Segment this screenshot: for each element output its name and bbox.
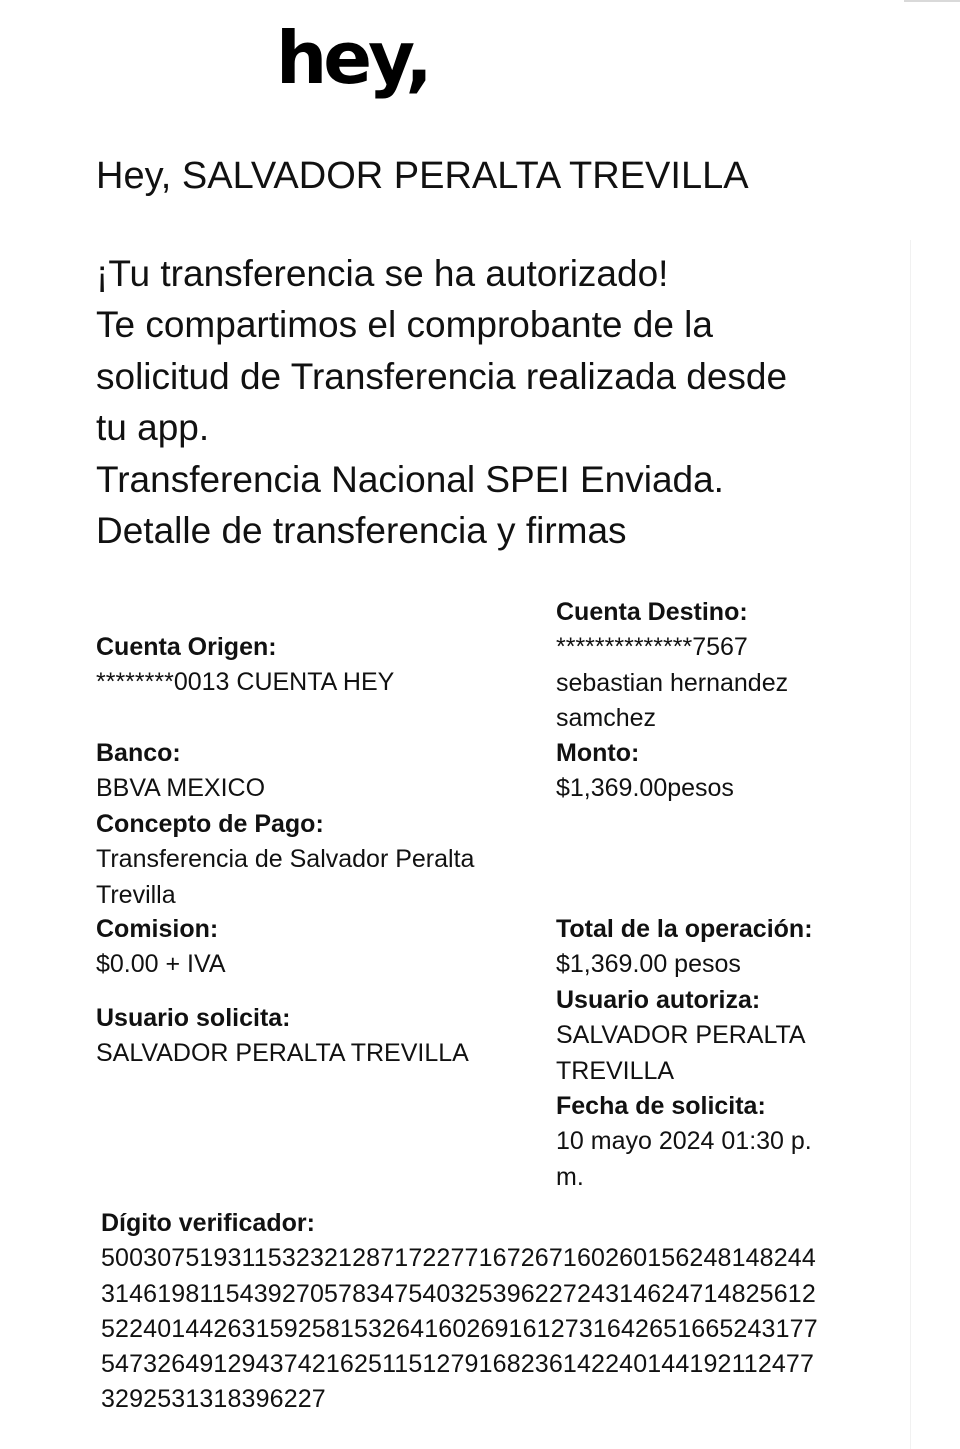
- fecha-value-cont: m.: [556, 1162, 584, 1191]
- greeting-heading: Hey, SALVADOR PERALTA TREVILLA: [96, 155, 749, 197]
- concepto-value-cont: Trevilla: [96, 880, 176, 909]
- concepto-value: Transferencia de Salvador Peralta: [96, 845, 475, 874]
- comision-label: Comision:: [96, 915, 219, 943]
- digito-line: 500307519311532321287172277167267160260156248148244: [101, 1244, 816, 1273]
- fecha-value: 10 mayo 2024 01:30 p.: [556, 1127, 812, 1156]
- cuenta-destino-number: **************7567: [556, 633, 748, 662]
- intro-line: Te compartimos el comprobante de la: [96, 304, 713, 346]
- monto-value: $1,369.00pesos: [556, 774, 734, 803]
- digito-line: 547326491294374216251151279168236142240144192112477: [101, 1350, 815, 1379]
- banco-value: BBVA MEXICO: [96, 774, 266, 803]
- cuenta-destino-label: Cuenta Destino:: [556, 598, 748, 626]
- monto-field: [556, 736, 734, 807]
- concepto-field: [96, 807, 474, 913]
- cuenta-origen-value: ********0013 CUENTA HEY: [96, 668, 395, 697]
- digito-line: 522401442631592581532641602691612731642651665243177: [101, 1314, 818, 1343]
- intro-line: Transferencia Nacional SPEI Enviada.: [96, 458, 724, 500]
- usuario-autoriza-value-cont: TREVILLA: [556, 1056, 675, 1085]
- fecha-field: [556, 1089, 812, 1195]
- total-value: $1,369.00 pesos: [556, 950, 741, 979]
- digito-line: 3292531318396227: [101, 1385, 326, 1414]
- banco-field: [96, 736, 265, 807]
- concepto-label: Concepto de Pago:: [96, 810, 324, 838]
- digito-line: 314619811543927057834754032539622724314624714825612: [101, 1279, 816, 1308]
- cuenta-origen-field: [96, 630, 394, 701]
- usuario-autoriza-value: SALVADOR PERALTA: [556, 1021, 806, 1050]
- intro-line: Detalle de transferencia y firmas: [96, 510, 627, 552]
- card-edge-divider: [910, 240, 911, 1449]
- intro-line: solicitud de Transferencia realizada desde: [96, 355, 788, 397]
- monto-label: Monto:: [556, 739, 640, 767]
- intro-line: tu app.: [96, 407, 210, 449]
- usuario-solicita-value: SALVADOR PERALTA TREVILLA: [96, 1039, 469, 1068]
- comision-field: [96, 912, 226, 983]
- usuario-solicita-label: Usuario solicita:: [96, 1004, 291, 1032]
- digito-verificador-label: Dígito verificador:: [101, 1209, 315, 1237]
- cuenta-destino-field: [556, 595, 788, 736]
- intro-message: [96, 248, 856, 556]
- hey-logo: hey,: [276, 16, 429, 100]
- intro-line: ¡Tu transferencia se ha autorizado!: [96, 253, 669, 294]
- total-label: Total de la operación:: [556, 915, 813, 943]
- top-edge-divider: [904, 0, 960, 2]
- total-field: [556, 912, 813, 983]
- banco-label: Banco:: [96, 739, 181, 767]
- cuenta-origen-label: Cuenta Origen:: [96, 633, 277, 661]
- fecha-label: Fecha de solicita:: [556, 1092, 766, 1120]
- comision-value: $0.00 + IVA: [96, 950, 226, 979]
- cuenta-destino-name: sebastian hernandez: [556, 668, 789, 697]
- usuario-solicita-field: [96, 1001, 469, 1072]
- usuario-autoriza-field: [556, 983, 806, 1089]
- cuenta-destino-name-cont: samchez: [556, 703, 657, 732]
- digito-verificador-block: [101, 1206, 818, 1418]
- usuario-autoriza-label: Usuario autoriza:: [556, 986, 761, 1014]
